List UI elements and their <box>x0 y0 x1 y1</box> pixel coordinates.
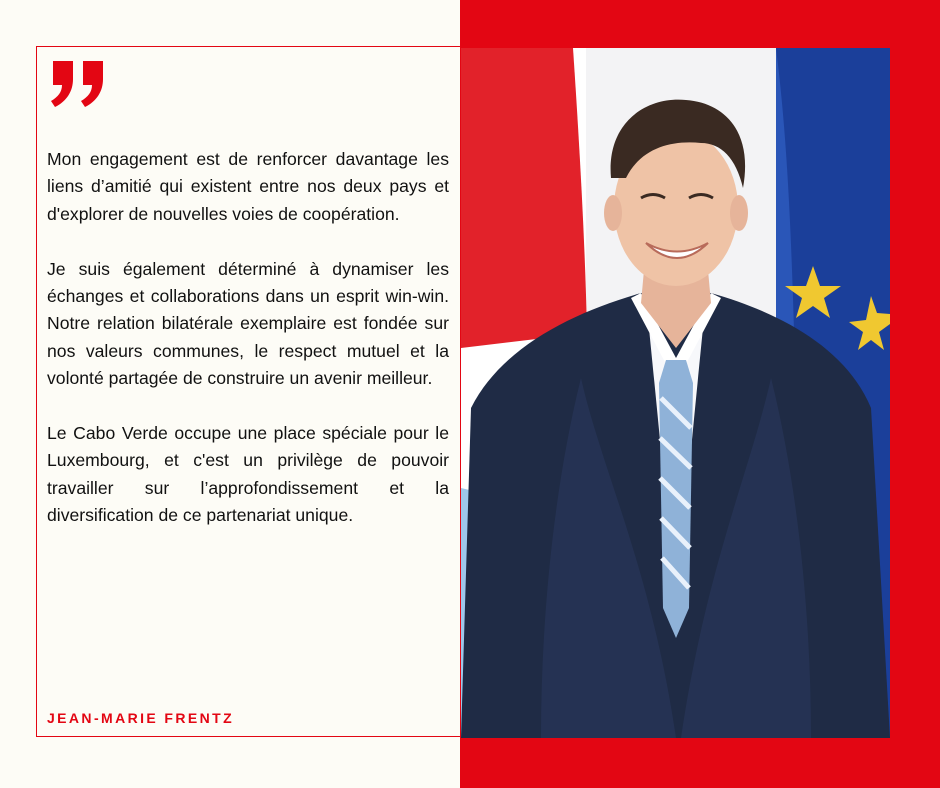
quote-paragraph-3: Le Cabo Verde occupe une place spéciale pour le Luxembourg, et c'est un privilège de pouvoir travailler sur l’approfondissement et la diversification de ce partenariat unique. <box>47 423 449 526</box>
author-name: JEAN-MARIE FRENTZ <box>47 710 235 726</box>
quote-paragraph-1: Mon engagement est de renforcer davantage les liens d’amitié qui existent entre nos deux pays et d'explorer de nouvelles voies de coopération. <box>47 149 449 224</box>
portrait-photo <box>461 48 890 738</box>
opening-quote-icon <box>47 53 111 109</box>
quote-card <box>36 46 460 737</box>
portrait-illustration <box>461 48 890 738</box>
quote-text <box>47 146 449 557</box>
quote-paragraph-2: Je suis également déterminé à dynamiser les échanges et collaborations dans un esprit win-win. Notre relation bilatérale exemplaire est fondée sur nos valeurs communes, le respect mutuel et la volonté partagée de construire un avenir meilleur. <box>47 258 449 389</box>
